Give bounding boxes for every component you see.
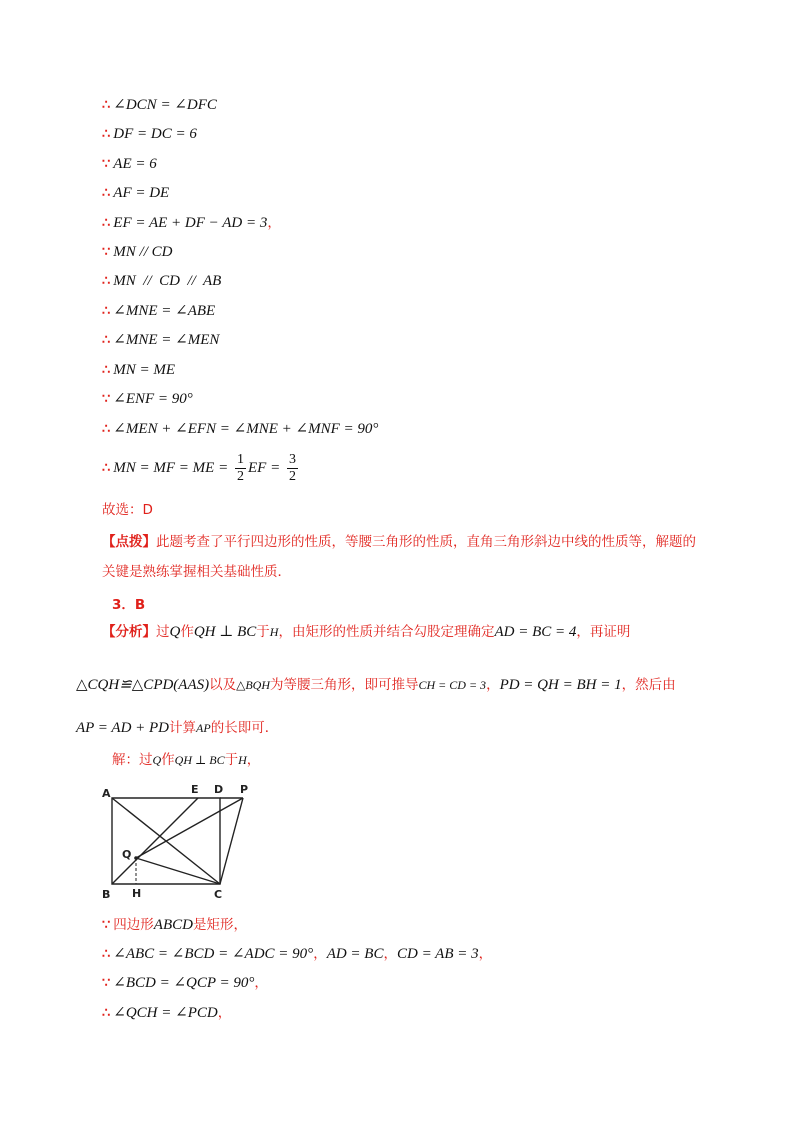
therefore-symbol: ∴ (102, 304, 111, 319)
label-q: Q (122, 848, 132, 861)
because-symbol: ∵ (102, 392, 111, 407)
comment-tag: 【点拨】 (102, 534, 156, 550)
proof-line-2 (102, 123, 197, 145)
proof-line-12 (102, 418, 378, 440)
comment-text-continued: 关键是熟练掌握相关基础性质． (102, 564, 291, 580)
label-b: B (102, 888, 111, 901)
answer-choice: 故选：D (102, 502, 153, 518)
proof-line-9 (102, 329, 219, 351)
fraction-one-half: $\frac{1}{2}$ (237, 451, 244, 484)
label-e: E (191, 783, 199, 796)
therefore-symbol: ∴ (102, 422, 111, 437)
question-number: 3．B (112, 597, 146, 613)
segment-pc (220, 798, 243, 884)
label-c: C (214, 888, 223, 901)
because-symbol: ∵ (102, 918, 111, 933)
math-expression: ∠MEN + ∠EFN = ∠MNE + ∠MNF = 90° (113, 421, 379, 437)
analysis-line-2: △CQH≌△CPD(AAS)以及△BQH为等腰三角形，即可推导CH = CD = 3，PD = QH = BH = 1，然后由 (76, 677, 676, 693)
proof-line-7 (102, 270, 221, 292)
therefore-symbol: ∴ (102, 333, 111, 348)
label-a: A (102, 787, 111, 800)
proof2-line-3: ∵ ∠BCD = ∠QCP = 90°， (102, 975, 268, 991)
math-expression: MN = MF = ME = (113, 460, 229, 476)
therefore-symbol: ∴ (102, 363, 111, 378)
label-h: H (132, 887, 142, 900)
geometry-figure (98, 780, 268, 904)
proof-line-fraction (102, 448, 300, 488)
therefore-symbol: ∴ (102, 127, 111, 142)
proof2-line-4: ∴ ∠QCH = ∠PCD， (102, 1005, 232, 1021)
therefore-symbol: ∴ (102, 461, 111, 476)
math-expression: ∠DCN = ∠DFC (113, 97, 217, 113)
comment-text: 此题考查了平行四边形的性质，等腰三角形的性质，直角三角形斜边中线的性质等，解题的 (156, 534, 696, 550)
punctuation: ， (267, 215, 281, 231)
math-expression: EF = (248, 460, 281, 476)
proof-line-6 (102, 241, 172, 263)
proof-line-5 (102, 212, 281, 234)
math-expression: MN // CD (113, 244, 173, 260)
proof2-line-1: ∵ 四边形ABCD是矩形， (102, 917, 247, 933)
because-symbol: ∵ (102, 245, 111, 260)
label-d: D (214, 783, 224, 796)
therefore-symbol: ∴ (102, 216, 111, 231)
proof-line-10 (102, 359, 175, 381)
math-expression: DF = DC = 6 (113, 126, 197, 142)
therefore-symbol: ∴ (102, 947, 111, 962)
analysis-line-3: AP = AD + PD计算AP的长即可． (76, 720, 279, 736)
proof-line-1 (102, 94, 217, 116)
therefore-symbol: ∴ (102, 1006, 111, 1021)
math-expression: AF = DE (113, 185, 170, 201)
therefore-symbol: ∴ (102, 274, 111, 289)
proof-line-8 (102, 300, 215, 322)
proof-line-3 (102, 153, 157, 175)
proof2-line-2: ∴ ∠ABC = ∠BCD = ∠ADC = 90°，AD = BC，CD = AB = 3， (102, 946, 493, 962)
label-p: P (240, 783, 249, 796)
segment-qc (136, 858, 220, 884)
because-symbol: ∵ (102, 157, 111, 172)
math-expression: EF = AE + DF − AD = 3 (113, 215, 268, 231)
point-q (134, 856, 138, 860)
segment-be (112, 798, 198, 884)
math-expression: ∠ENF = 90° (113, 391, 193, 407)
proof-line-11 (102, 388, 193, 410)
analysis-tag: 【分析】 (102, 624, 156, 640)
analysis-line-1: 【分析】过Q作QH ⊥ BC于H，由矩形的性质并结合勾股定理确定AD = BC = 4，再证明 (102, 624, 631, 640)
solution-intro: 解：过Q作QH ⊥ BC于H， (112, 752, 261, 768)
comment-paragraph (102, 527, 702, 587)
because-symbol: ∵ (102, 976, 111, 991)
therefore-symbol: ∴ (102, 98, 111, 113)
math-expression: AE = 6 (113, 156, 157, 172)
math-expression: ∠MNE = ∠ABE (113, 303, 216, 319)
proof-line-4 (102, 182, 169, 204)
therefore-symbol: ∴ (102, 186, 111, 201)
math-expression: MN = ME (113, 362, 176, 378)
fraction-three-halves: $\frac{3}{2}$ (288, 451, 296, 484)
math-expression: ∠MNE = ∠MEN (113, 332, 220, 348)
math-expression: MN // CD // AB (113, 273, 222, 289)
